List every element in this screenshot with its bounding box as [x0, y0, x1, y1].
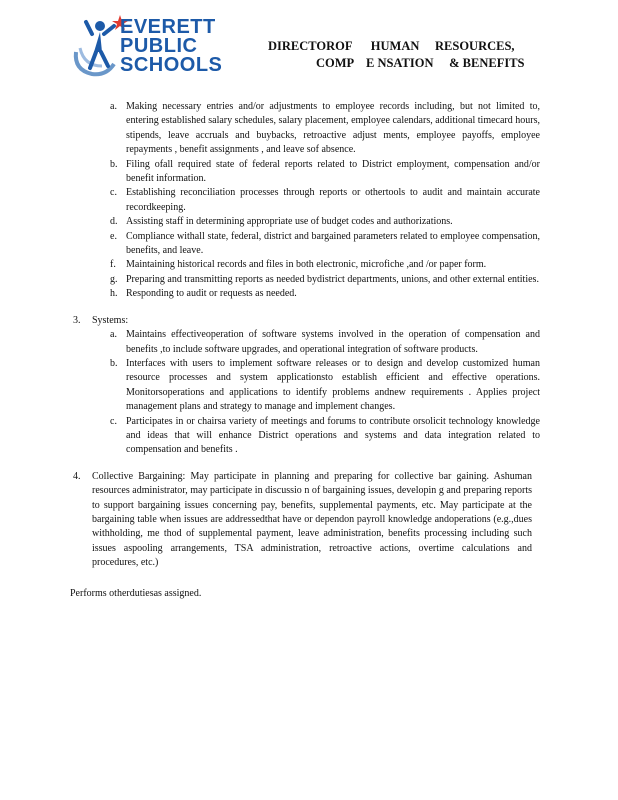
list-marker: h. [110, 288, 118, 300]
section-heading: Systems: [92, 314, 129, 326]
list-marker: b. [110, 357, 118, 369]
list-marker: b. [110, 158, 118, 170]
list-item [70, 273, 540, 287]
logo-line: PUBLIC [120, 35, 198, 57]
title-line-2: COMP E NSATION & BENEFITS [316, 56, 525, 70]
section-number: 4. [73, 470, 81, 482]
list-item-text: Assisting staff in determining appropriate use of budget codes and authorizations. [126, 216, 453, 228]
section-collective-bargaining [70, 470, 540, 571]
list-item-text: Making necessary entries and/or adjustments to employee records including, but not limited to, entering established salary schedules, salary placement, employee calendars, additional timecard hours, stipends, leave accruals and buybacks, retroactive adjust ments, employee payoffs, employee repayments , benefit assignments , and leave sof absence. [126, 101, 540, 156]
list-item [70, 415, 540, 458]
district-logo [70, 12, 240, 82]
logo-wordmark [120, 18, 222, 75]
list-item [70, 158, 540, 187]
list-item [70, 186, 540, 215]
list-item-text: Participates in or chairsa variety of meetings and forums to contribute orsolicit technology knowledge and ideas that will enhance District operations and systems and data integration related to compensation and benefits . [126, 415, 540, 456]
list-item [70, 287, 540, 301]
list-item-text: Compliance withall state, federal, district and bargained parameters related to employee compensation, benefits, and leave. [126, 230, 540, 257]
list-item [70, 357, 540, 415]
list-marker: a. [110, 101, 117, 112]
list-item [70, 230, 540, 259]
document-title [268, 38, 524, 72]
list-item [70, 328, 540, 357]
document-body [70, 100, 540, 601]
title-line-1: DIRECTOROF HUMAN RESOURCES, [268, 39, 515, 53]
list-marker: d. [110, 216, 118, 228]
list-marker: g. [110, 273, 118, 285]
list-item-text: Maintains effectiveoperation of software systems involved in the operation of compensation and benefits ,to include software upgrades, and operational integration of software products. [126, 329, 540, 355]
section-systems [70, 314, 540, 458]
list-item-text: Establishing reconciliation processes through reports or othertools to audit and maintain accurate recordkeeping. [126, 187, 540, 213]
systems-sublist [70, 328, 540, 458]
logo-line: SCHOOLS [120, 54, 223, 76]
list-marker: f. [110, 259, 116, 271]
section-number: 3. [73, 314, 81, 326]
list-item-text: Preparing and transmitting reports as needed bydistrict departments, unions, and other external entities. [126, 273, 539, 285]
duties-sublist [70, 100, 540, 302]
list-item-text: Maintaining historical records and files in both electronic, microfiche ,and /or paper form. [126, 259, 487, 271]
closing-statement: Performs otherdutiesas assigned. [70, 587, 202, 599]
list-item [70, 258, 540, 272]
list-item-text: Responding to audit or requests as needed. [126, 288, 297, 300]
list-marker: e. [110, 230, 117, 242]
list-marker: c. [110, 187, 117, 199]
section-paragraph: Collective Bargaining: May participate in planning and preparing for collective bar gaining. Ashuman resources administrator, may participate in discussio n of bargaining issues, developin g and preparing reports to support bargaining issues concerning pay, benefits, supplemental payments, etc. May participate at the bargaining table when issues are addressedthat have or dependon payroll knowledge andoperations (e.g.,dues withholding, me thod of supplemental payment, leave administration, benefits processing including such issues aspooling arrangements, TSA administration, retroactive actions, overtime calculations and procedures, etc.) [92, 470, 532, 569]
logo-line: EVERETT [120, 16, 216, 38]
list-marker: a. [110, 329, 117, 341]
list-item [70, 215, 540, 229]
list-item-text: Interfaces with users to implement software releases or to design and develop customized human resource processes and system applicationsto establish efficient and effective operations. Monitorsoperations and applications to identify problems andnew requirements . Applies project management plans and strategy to manage and implement changes. [126, 357, 540, 413]
list-item [70, 100, 540, 158]
list-item-text: Filing ofall required state of federal reports related to District employment, compensation and/or benefit information. [126, 158, 540, 185]
list-marker: c. [110, 415, 117, 427]
